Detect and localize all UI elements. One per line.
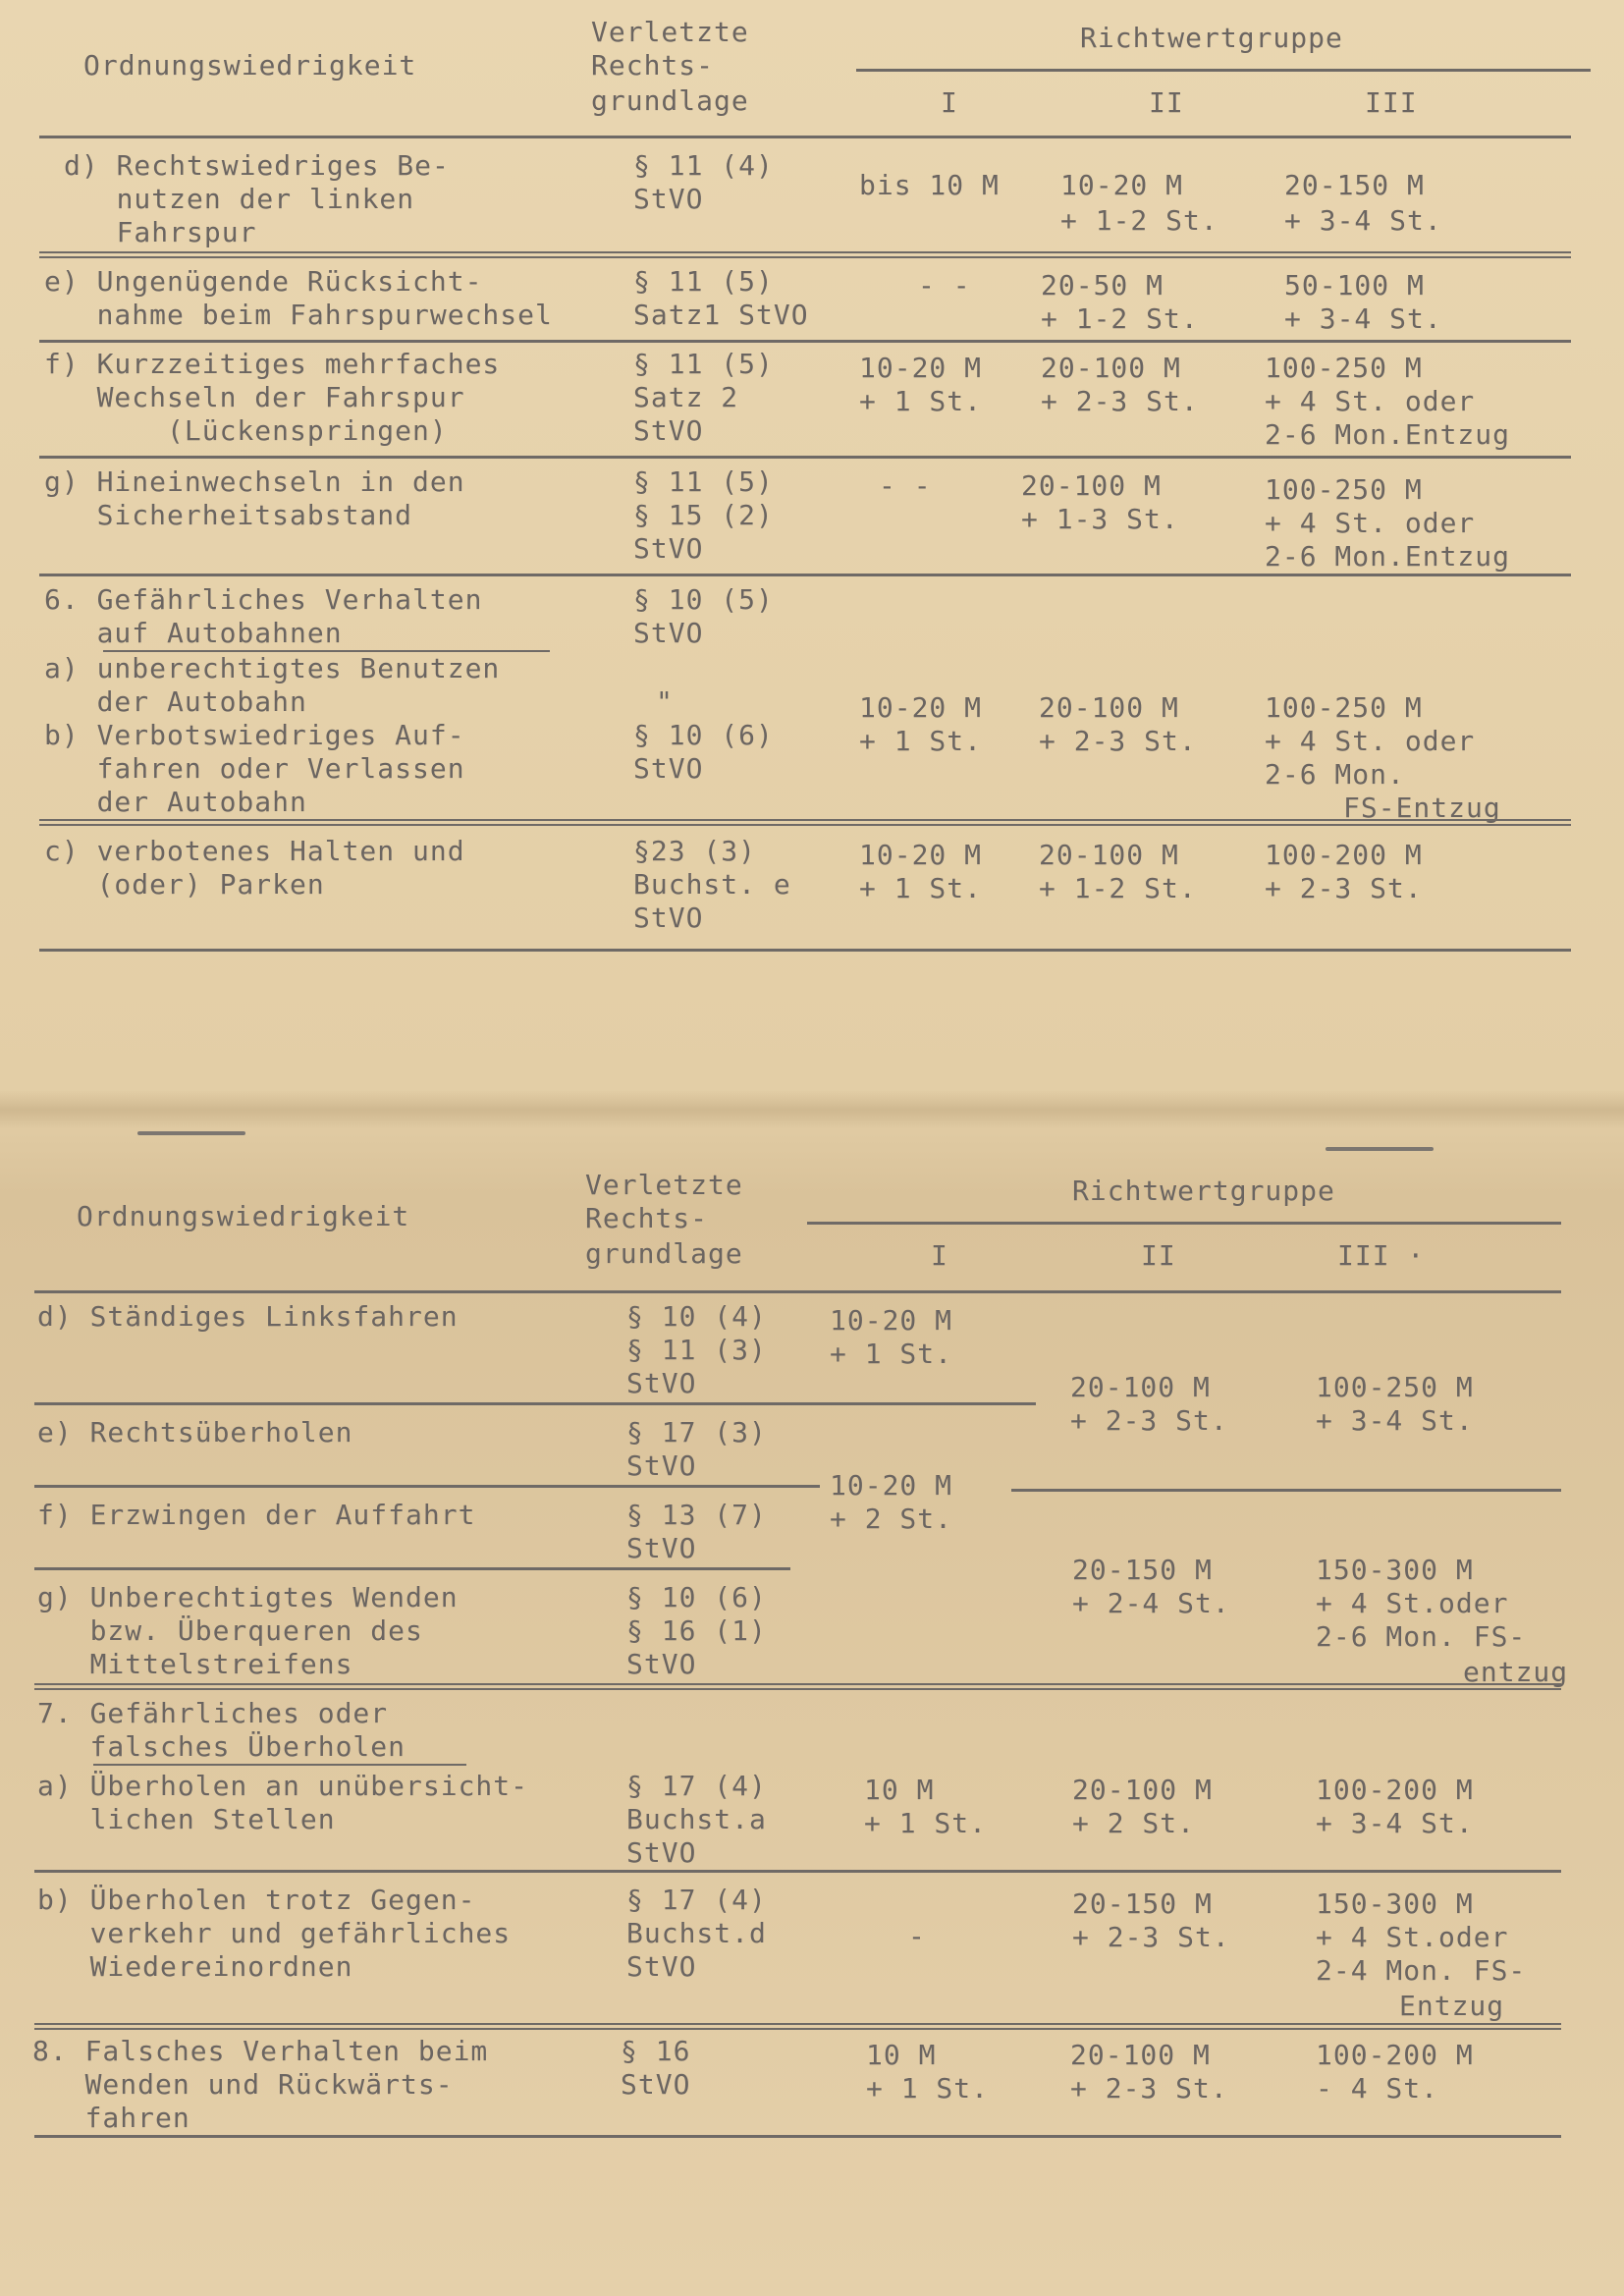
g3-value: + 3-4 St.	[1284, 204, 1442, 237]
g1-value: - -	[879, 469, 932, 502]
basis-line: StVO	[633, 414, 704, 447]
heading-underline	[93, 1764, 466, 1766]
g2-value: 10-20 M	[1060, 169, 1184, 201]
g1-value: bis 10 M	[859, 169, 1000, 201]
basis-line: § 10 (6)	[626, 1581, 767, 1613]
basis-line: StVO	[626, 1449, 697, 1482]
offense-line: Wenden und Rückwärts-	[32, 2068, 454, 2101]
offense-line: d) Rechtswiedriges Be-	[64, 149, 450, 182]
g2-value: + 2 St.	[1072, 1807, 1196, 1839]
g2-value: + 2-3 St.	[1041, 385, 1199, 417]
g2-merged-value: + 2-4 St.	[1072, 1587, 1230, 1619]
basis-line: § 11 (4)	[633, 149, 774, 182]
g2-value: + 2-3 St.	[1072, 1921, 1230, 1953]
g2-value: 20-150 M	[1072, 1887, 1213, 1920]
g3-value: 100-200 M	[1316, 2039, 1474, 2071]
header-group-rule	[807, 1222, 1561, 1225]
offense-line: b) Verbotswiedriges Auf-	[44, 719, 465, 751]
basis-line: § 16 (1)	[626, 1614, 767, 1647]
offense-line: Mittelstreifens	[37, 1648, 353, 1680]
table-bottom-rule	[39, 949, 1571, 952]
basis-line: § 16	[621, 2035, 691, 2067]
row-rule	[39, 819, 1571, 821]
g3-value: 100-250 M	[1265, 691, 1423, 724]
offense-line: d) Ständiges Linksfahren	[37, 1300, 459, 1333]
g3-value: 100-250 M	[1265, 473, 1423, 506]
g1-value: + 1 St.	[866, 2072, 990, 2105]
g3-value: 2-6 Mon.Entzug	[1265, 418, 1511, 451]
g2-value: + 1-2 St.	[1039, 872, 1197, 904]
offense-line: 8. Falsches Verhalten beim	[32, 2035, 489, 2067]
offense-line: g) Unberechtigtes Wenden	[37, 1581, 459, 1613]
header-group-rule	[856, 69, 1591, 72]
g3-value: - 4 St.	[1316, 2072, 1439, 2105]
g1-value: + 1 St.	[859, 872, 983, 904]
staple-right	[1326, 1147, 1434, 1151]
offense-line: 7. Gefährliches oder	[37, 1697, 389, 1729]
basis-line: StVO	[633, 902, 704, 934]
g2-value: + 1-2 St.	[1060, 204, 1218, 237]
offense-line: fahren oder Verlassen	[44, 752, 465, 785]
g2-value: 20-100 M	[1070, 2039, 1211, 2071]
g2-value: + 2-3 St.	[1039, 725, 1197, 757]
basis-line: StVO	[633, 532, 704, 565]
g3-value: 2-6 Mon.	[1265, 758, 1405, 791]
g3-value: 2-4 Mon. FS-	[1316, 1954, 1527, 1987]
row-rule	[39, 251, 1571, 253]
g3-value: FS-Entzug	[1343, 792, 1501, 824]
g3-value: 100-200 M	[1265, 839, 1423, 871]
header-g1: I	[931, 1239, 948, 1272]
g2-value: 20-100 M	[1072, 1774, 1213, 1806]
basis-line: Buchst. e	[633, 868, 791, 901]
offense-line: Wechseln der Fahrspur	[44, 381, 465, 413]
g2-value: + 1-3 St.	[1021, 503, 1179, 535]
g2-value: + 1-2 St.	[1041, 302, 1199, 335]
g2-value: + 2-3 St.	[1070, 2072, 1228, 2105]
basis-line: StVO	[626, 1950, 697, 1983]
staple-left	[137, 1131, 245, 1135]
g1-value: 10-20 M	[859, 839, 983, 871]
g3-merged-value: 100-250 M	[1316, 1371, 1474, 1403]
g1-value: 10 M	[864, 1774, 935, 1806]
offense-line: c) verbotenes Halten und	[44, 835, 465, 867]
g3-merged-value: + 4 St.oder	[1316, 1587, 1509, 1619]
offense-line: fahren	[32, 2102, 190, 2134]
g3-merged-value: + 3-4 St.	[1316, 1404, 1474, 1437]
offense-line: Sicherheitsabstand	[44, 499, 413, 531]
row-rule	[34, 1683, 1561, 1685]
basis-line: § 10 (4)	[626, 1300, 767, 1333]
basis-line: Satz 2	[633, 381, 739, 413]
offense-line: 6. Gefährliches Verhalten	[44, 583, 483, 616]
offense-line: auf Autobahnen	[44, 617, 343, 649]
g1-value: -	[908, 1920, 926, 1952]
offense-line: bzw. Überqueren des	[37, 1614, 423, 1647]
g1-value: + 1 St.	[864, 1807, 988, 1839]
basis-line: § 10 (6)	[633, 719, 774, 751]
basis-line: § 11 (5)	[633, 265, 774, 298]
header-offense: Ordnungswiedrigkeit	[77, 1200, 410, 1232]
g3-value: + 2-3 St.	[1265, 872, 1423, 904]
row-rule	[34, 2023, 1561, 2025]
g3-value: + 3-4 St.	[1316, 1807, 1474, 1839]
header-g2: II	[1141, 1239, 1176, 1272]
header-rule	[39, 136, 1571, 138]
offense-line: f) Kurzzeitiges mehrfaches	[44, 348, 501, 380]
basis-line: Buchst.d	[626, 1917, 767, 1949]
row-rule	[34, 1402, 1036, 1405]
header-basis-2: Rechts-	[585, 1202, 709, 1234]
g1-value: - -	[918, 269, 971, 301]
basis-line: Satz1 StVO	[633, 299, 809, 331]
basis-line: §23 (3)	[633, 835, 757, 867]
basis-line: StVO	[633, 752, 704, 785]
g3-value: 50-100 M	[1284, 269, 1425, 301]
offense-line: g) Hineinwechseln in den	[44, 465, 465, 498]
g2-value: 20-50 M	[1041, 269, 1164, 301]
header-group: Richtwertgruppe	[1080, 22, 1343, 54]
basis-line: StVO	[633, 183, 704, 215]
offense-line: der Autobahn	[44, 685, 307, 718]
basis-line: § 11 (3)	[626, 1334, 767, 1366]
row-rule	[34, 1567, 790, 1570]
offense-line: e) Ungenügende Rücksicht-	[44, 265, 483, 298]
offense-line: falsches Überholen	[37, 1730, 406, 1763]
g1-value: + 1 St.	[859, 725, 983, 757]
header-group: Richtwertgruppe	[1072, 1175, 1335, 1207]
basis-line: § 10 (5)	[633, 583, 774, 616]
g1-value: + 1 St.	[830, 1338, 953, 1370]
g3-value: 100-200 M	[1316, 1774, 1474, 1806]
row-rule	[34, 1870, 1561, 1873]
header-g3: III	[1365, 86, 1418, 119]
offense-line: nahme beim Fahrspurwechsel	[44, 299, 553, 331]
offense-line: (oder) Parken	[44, 868, 325, 901]
offense-line: a) unberechtigtes Benutzen	[44, 652, 501, 684]
basis-line: § 11 (5)	[633, 348, 774, 380]
g1-value: 10-20 M	[859, 352, 983, 384]
basis-line: Buchst.a	[626, 1803, 767, 1835]
g3-merged-value: entzug	[1463, 1656, 1569, 1688]
basis-line: StVO	[626, 1367, 697, 1399]
header-g3: III ·	[1337, 1239, 1426, 1272]
basis-line: § 11 (5)	[633, 465, 774, 498]
g1-value: 10-20 M	[830, 1304, 953, 1337]
offense-line: der Autobahn	[44, 786, 307, 818]
g3-value: + 4 St. oder	[1265, 725, 1476, 757]
offense-line: (Lückenspringen)	[44, 414, 448, 447]
header-basis-1: Verletzte	[585, 1169, 743, 1201]
g1-value: + 1 St.	[859, 385, 983, 417]
basis-line: StVO	[626, 1532, 697, 1564]
g3-value: + 4 St. oder	[1265, 507, 1476, 539]
g1-value: 10-20 M	[859, 691, 983, 724]
g3-value: 150-300 M	[1316, 1887, 1474, 1920]
header-basis-2: Rechts-	[591, 49, 715, 82]
basis-line: "	[656, 685, 674, 718]
g3-value: + 3-4 St.	[1284, 302, 1442, 335]
basis-line: StVO	[621, 2068, 691, 2101]
fold-crease	[0, 1090, 1624, 1129]
g3-value: Entzug	[1399, 1990, 1505, 2022]
basis-line: § 17 (3)	[626, 1416, 767, 1449]
offense-line: verkehr und gefährliches	[37, 1917, 512, 1949]
header-basis-1: Verletzte	[591, 16, 749, 48]
g3-value: + 4 St.oder	[1316, 1921, 1509, 1953]
header-basis-3: grundlage	[591, 84, 749, 117]
basis-line: § 13 (7)	[626, 1499, 767, 1531]
row-rule	[39, 456, 1571, 459]
g3-merged-value: 150-300 M	[1316, 1554, 1474, 1586]
offense-line: e) Rechtsüberholen	[37, 1416, 353, 1449]
basis-line: StVO	[626, 1836, 697, 1869]
g1-merged-value: 10-20 M	[830, 1469, 953, 1502]
row-rule	[39, 340, 1571, 343]
basis-line: § 17 (4)	[626, 1884, 767, 1916]
g3-value: 2-6 Mon.Entzug	[1265, 540, 1511, 573]
basis-line: § 15 (2)	[633, 499, 774, 531]
g2-value: 20-100 M	[1021, 469, 1162, 502]
offense-line: f) Erzwingen der Auffahrt	[37, 1499, 476, 1531]
g3-value: 100-250 M	[1265, 352, 1423, 384]
row-rule	[34, 1485, 820, 1488]
g2-merged-value: 20-100 M	[1070, 1371, 1211, 1403]
g3-value: 20-150 M	[1284, 169, 1425, 201]
header-offense: Ordnungswiedrigkeit	[83, 49, 417, 82]
g2-merged-value: + 2-3 St.	[1070, 1404, 1228, 1437]
g3-value: + 4 St. oder	[1265, 385, 1476, 417]
offense-line: nutzen der linken	[64, 183, 415, 215]
g2-value: 20-100 M	[1039, 691, 1179, 724]
offense-line: b) Überholen trotz Gegen-	[37, 1884, 476, 1916]
offense-line: a) Überholen an unübersicht-	[37, 1770, 529, 1802]
g2-value: 20-100 M	[1041, 352, 1181, 384]
header-basis-3: grundlage	[585, 1237, 743, 1270]
table-bottom-rule	[34, 2135, 1561, 2138]
g2-value: 20-100 M	[1039, 839, 1179, 871]
row-rule	[39, 574, 1571, 576]
offense-line: lichen Stellen	[37, 1803, 336, 1835]
g1-merged-value: + 2 St.	[830, 1503, 953, 1535]
g1-value: 10 M	[866, 2039, 937, 2071]
header-g1: I	[941, 86, 958, 119]
row-rule	[1011, 1489, 1561, 1492]
basis-line: § 17 (4)	[626, 1770, 767, 1802]
basis-line: StVO	[626, 1648, 697, 1680]
basis-line: StVO	[633, 617, 704, 649]
header-g2: II	[1149, 86, 1184, 119]
g2-merged-value: 20-150 M	[1072, 1554, 1213, 1586]
offense-line: Fahrspur	[64, 216, 257, 248]
g3-merged-value: 2-6 Mon. FS-	[1316, 1620, 1527, 1653]
offense-line: Wiedereinordnen	[37, 1950, 353, 1983]
header-rule	[34, 1290, 1561, 1293]
